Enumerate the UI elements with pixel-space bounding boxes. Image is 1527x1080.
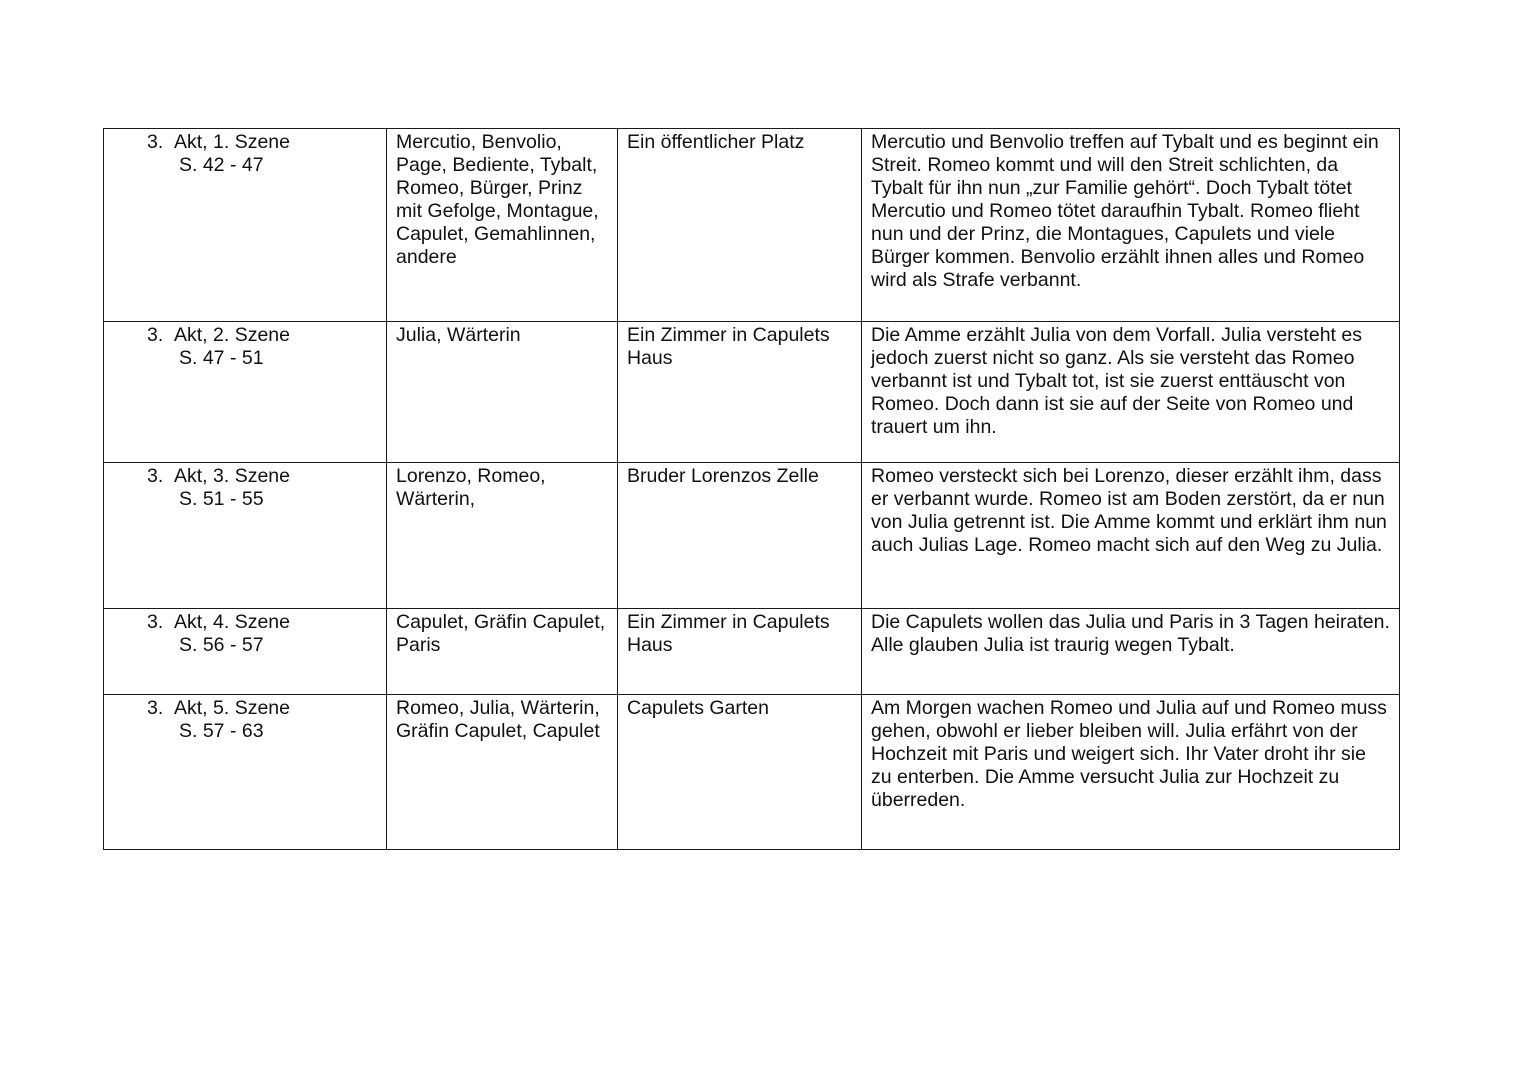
summary-cell: Mercutio und Benvolio treffen auf Tybalt und es beginnt ein Streit. Romeo kommt und will den Streit schlichten, da Tybalt für ihn nun „zur Familie gehört“. Doch Tybalt tötet Mercutio und Romeo tötet daraufhin Tybalt. Romeo flieht nun und der Prinz, die Montagues, Capulets und viele Bürger kommen. Benvolio erzählt ihnen alles und Romeo wird als Strafe verbannt.: [862, 129, 1400, 322]
place-cell: Capulets Garten: [618, 695, 862, 850]
act-scene-label: 3. Akt, 1. Szene: [147, 131, 290, 153]
persons-cell: Lorenzo, Romeo, Wärterin,: [387, 463, 618, 609]
summary-cell: Am Morgen wachen Romeo und Julia auf und Romeo muss gehen, obwohl er lieber bleiben will. Julia erfährt von der Hochzeit mit Paris und weigert sich. Ihr Vater droht ihr sie zu enterben. Die Amme versucht Julia zur Hochzeit zu überreden.: [862, 695, 1400, 850]
act-scene-cell: [104, 322, 387, 463]
table-row: [104, 322, 1400, 463]
act-scene-label: 3. Akt, 3. Szene: [147, 465, 290, 487]
place-cell: Ein Zimmer in Capulets Haus: [618, 322, 862, 463]
act-scene-cell: [104, 129, 387, 322]
persons-cell: Romeo, Julia, Wärterin, Gräfin Capulet, Capulet: [387, 695, 618, 850]
persons-cell: Julia, Wärterin: [387, 322, 618, 463]
place-cell: Bruder Lorenzos Zelle: [618, 463, 862, 609]
page-range: S. 56 - 57: [179, 634, 264, 656]
act-scene-cell: [104, 695, 387, 850]
act-scene-label: 3. Akt, 4. Szene: [147, 611, 290, 633]
scene-overview-table: [103, 128, 1400, 850]
persons-cell: Mercutio, Benvolio, Page, Bediente, Tybalt, Romeo, Bürger, Prinz mit Gefolge, Montague, Capulet, Gemahlinnen, andere: [387, 129, 618, 322]
act-scene-label: 3. Akt, 2. Szene: [147, 324, 290, 346]
table-row: [104, 129, 1400, 322]
place-cell: Ein öffentlicher Platz: [618, 129, 862, 322]
table-row: [104, 695, 1400, 850]
act-scene-cell: [104, 463, 387, 609]
place-cell: Ein Zimmer in Capulets Haus: [618, 609, 862, 695]
page-range: S. 57 - 63: [179, 720, 264, 742]
page-range: S. 51 - 55: [179, 488, 264, 510]
summary-cell: Die Capulets wollen das Julia und Paris in 3 Tagen heiraten. Alle glauben Julia ist traurig wegen Tybalt.: [862, 609, 1400, 695]
summary-cell: Die Amme erzählt Julia von dem Vorfall. Julia versteht es jedoch zuerst nicht so ganz. Als sie versteht das Romeo verbannt ist und Tybalt tot, ist sie zuerst enttäuscht von Romeo. Doch dann ist sie auf der Seite von Romeo und trauert um ihn.: [862, 322, 1400, 463]
page-range: S. 42 - 47: [179, 154, 264, 176]
act-scene-label: 3. Akt, 5. Szene: [147, 697, 290, 719]
table-row: [104, 609, 1400, 695]
page-range: S. 47 - 51: [179, 347, 264, 369]
act-scene-cell: [104, 609, 387, 695]
summary-cell: Romeo versteckt sich bei Lorenzo, dieser erzählt ihm, dass er verbannt wurde. Romeo ist am Boden zerstört, da er nun von Julia getrennt ist. Die Amme kommt und erklärt ihm nun auch Julias Lage. Romeo macht sich auf den Weg zu Julia.: [862, 463, 1400, 609]
table-row: [104, 463, 1400, 609]
persons-cell: Capulet, Gräfin Capulet, Paris: [387, 609, 618, 695]
